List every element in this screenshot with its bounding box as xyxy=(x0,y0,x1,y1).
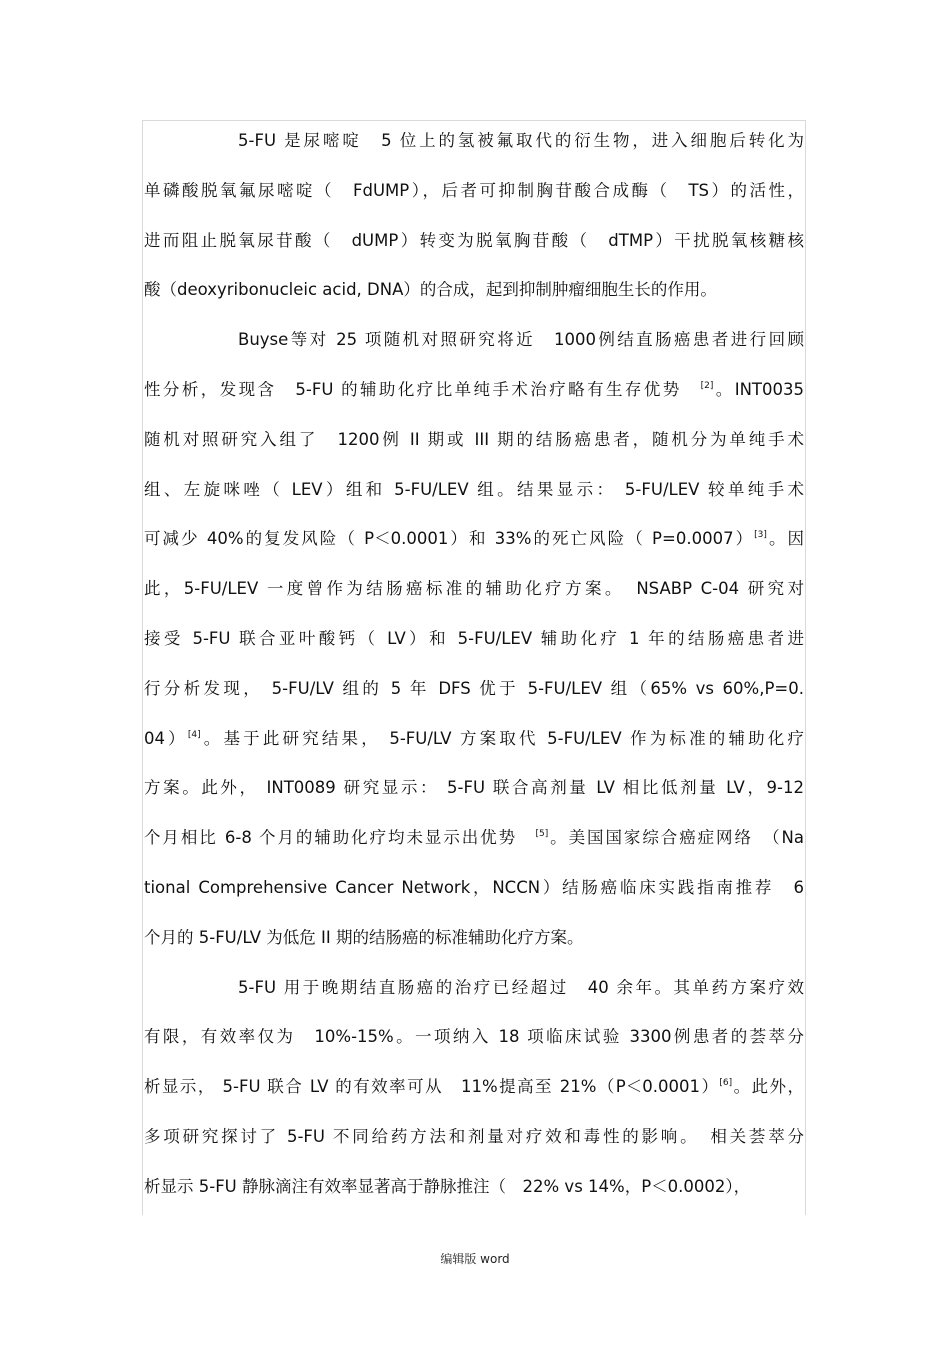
citation-ref: [3] xyxy=(754,530,767,541)
line-text: 行分析发现， 5-FU/LV 组的 5 年 DFS 优于 5-FU/LEV 组（65% vs 60%,P=0. xyxy=(144,678,804,698)
line-text-continued: 。此外， xyxy=(732,1077,804,1097)
text-line xyxy=(144,1172,804,1222)
line-text: 有限，有效率仅为 10%-15%。一项纳入 18 项临床试验 3300例患者的荟萃分 xyxy=(144,1027,804,1047)
text-line xyxy=(144,475,804,525)
text-line xyxy=(144,425,804,475)
text-line xyxy=(144,325,804,375)
line-text: 接受 5-FU 联合亚叶酸钙（ LV）和 5-FU/LEV 辅助化疗 1 年的结肠癌患者进 xyxy=(144,628,804,648)
text-line xyxy=(144,176,804,226)
line-text: 酸（deoxyribonucleic acid, DNA）的合成，起到抑制肿瘤细胞生长的作用。 xyxy=(144,280,717,300)
citation-ref: [2] xyxy=(700,380,714,391)
line-text: 个月的 5-FU/LV 为低危 II 期的结肠癌的标准辅助化疗方案。 xyxy=(144,927,584,947)
text-line xyxy=(144,574,804,624)
text-line xyxy=(144,226,804,276)
line-text: 04） xyxy=(144,728,188,748)
line-text-continued: 。INT0035 xyxy=(713,379,805,399)
text-line xyxy=(144,375,804,425)
line-text: 析显示， 5-FU 联合 LV 的有效率可从 11%提高至 21%（P＜0.0001） xyxy=(144,1077,720,1097)
text-line xyxy=(144,1022,804,1072)
text-line xyxy=(144,1122,804,1172)
text-line xyxy=(144,126,804,176)
text-line xyxy=(144,724,804,774)
line-text: 进而阻止脱氧尿苷酸（ dUMP）转变为脱氧胸苷酸（ dTMP）干扰脱氧核糖核 xyxy=(144,230,804,250)
line-text: 单磷酸脱氧氟尿嘧啶（ FdUMP），后者可抑制胸苷酸合成酶（ TS）的活性， xyxy=(144,180,804,200)
line-text-continued: 。美国国家综合癌症网络 （Na xyxy=(548,828,804,848)
text-line xyxy=(144,674,804,724)
line-text: Buyse等对 25 项随机对照研究将近 1000例结直肠癌患者进行回顾 xyxy=(238,330,804,350)
line-text: 此，5-FU/LEV 一度曾作为结肠癌标准的辅助化疗方案。 NSABP C-04 研究对 xyxy=(144,579,804,599)
line-text: tional Comprehensive Cancer Network，NCCN）结肠癌临床实践指南推荐 6 xyxy=(144,877,804,897)
citation-ref: [6] xyxy=(719,1078,733,1089)
text-line xyxy=(144,524,804,574)
text-line xyxy=(144,773,804,823)
line-text: 5-FU 是尿嘧啶 5 位上的氢被氟取代的衍生物，进入细胞后转化为 xyxy=(238,131,804,150)
document-body xyxy=(144,126,804,1222)
text-line xyxy=(144,973,804,1023)
citation-ref: [4] xyxy=(187,729,201,740)
page-footer: 编辑版 word xyxy=(440,1252,510,1266)
line-text: 5-FU 用于晚期结直肠癌的治疗已经超过 40 余年。其单药方案疗效 xyxy=(238,977,804,997)
citation-ref: [5] xyxy=(535,829,549,840)
line-text: 性分析，发现含 5-FU 的辅助化疗比单纯手术治疗略有生存优势 xyxy=(144,379,701,399)
line-text-continued: 。因 xyxy=(766,529,804,549)
line-text: 多项研究探讨了 5-FU 不同给药方法和剂量对疗效和毒性的影响。 相关荟萃分 xyxy=(144,1126,804,1146)
text-line xyxy=(144,624,804,674)
text-line xyxy=(144,923,804,973)
line-text: 组、左旋咪唑（ LEV）组和 5-FU/LEV 组。结果显示： 5-FU/LEV 较单纯手术 xyxy=(144,479,804,499)
text-line xyxy=(144,1072,804,1122)
line-text-continued: 。基于此研究结果， 5-FU/LV 方案取代 5-FU/LEV 作为标准的辅助化疗 xyxy=(200,728,804,748)
line-text: 随机对照研究入组了 1200例 II 期或 III 期的结肠癌患者，随机分为单纯手术 xyxy=(144,429,804,449)
line-text: 个月相比 6-8 个月的辅助化疗均未显示出优势 xyxy=(144,828,536,848)
text-line xyxy=(144,873,804,923)
line-text: 可减少 40%的复发风险（ P＜0.0001）和 33%的死亡风险（ P=0.0007） xyxy=(144,529,755,549)
line-text: 方案。此外， INT0089 研究显示： 5-FU 联合高剂量 LV 相比低剂量 LV，9-12 xyxy=(144,778,804,798)
line-text: 析显示 5-FU 静脉滴注有效率显著高于静脉推注（ 22% vs 14%，P＜0.0002）， xyxy=(144,1176,751,1196)
text-line xyxy=(144,823,804,873)
text-line xyxy=(144,275,804,325)
